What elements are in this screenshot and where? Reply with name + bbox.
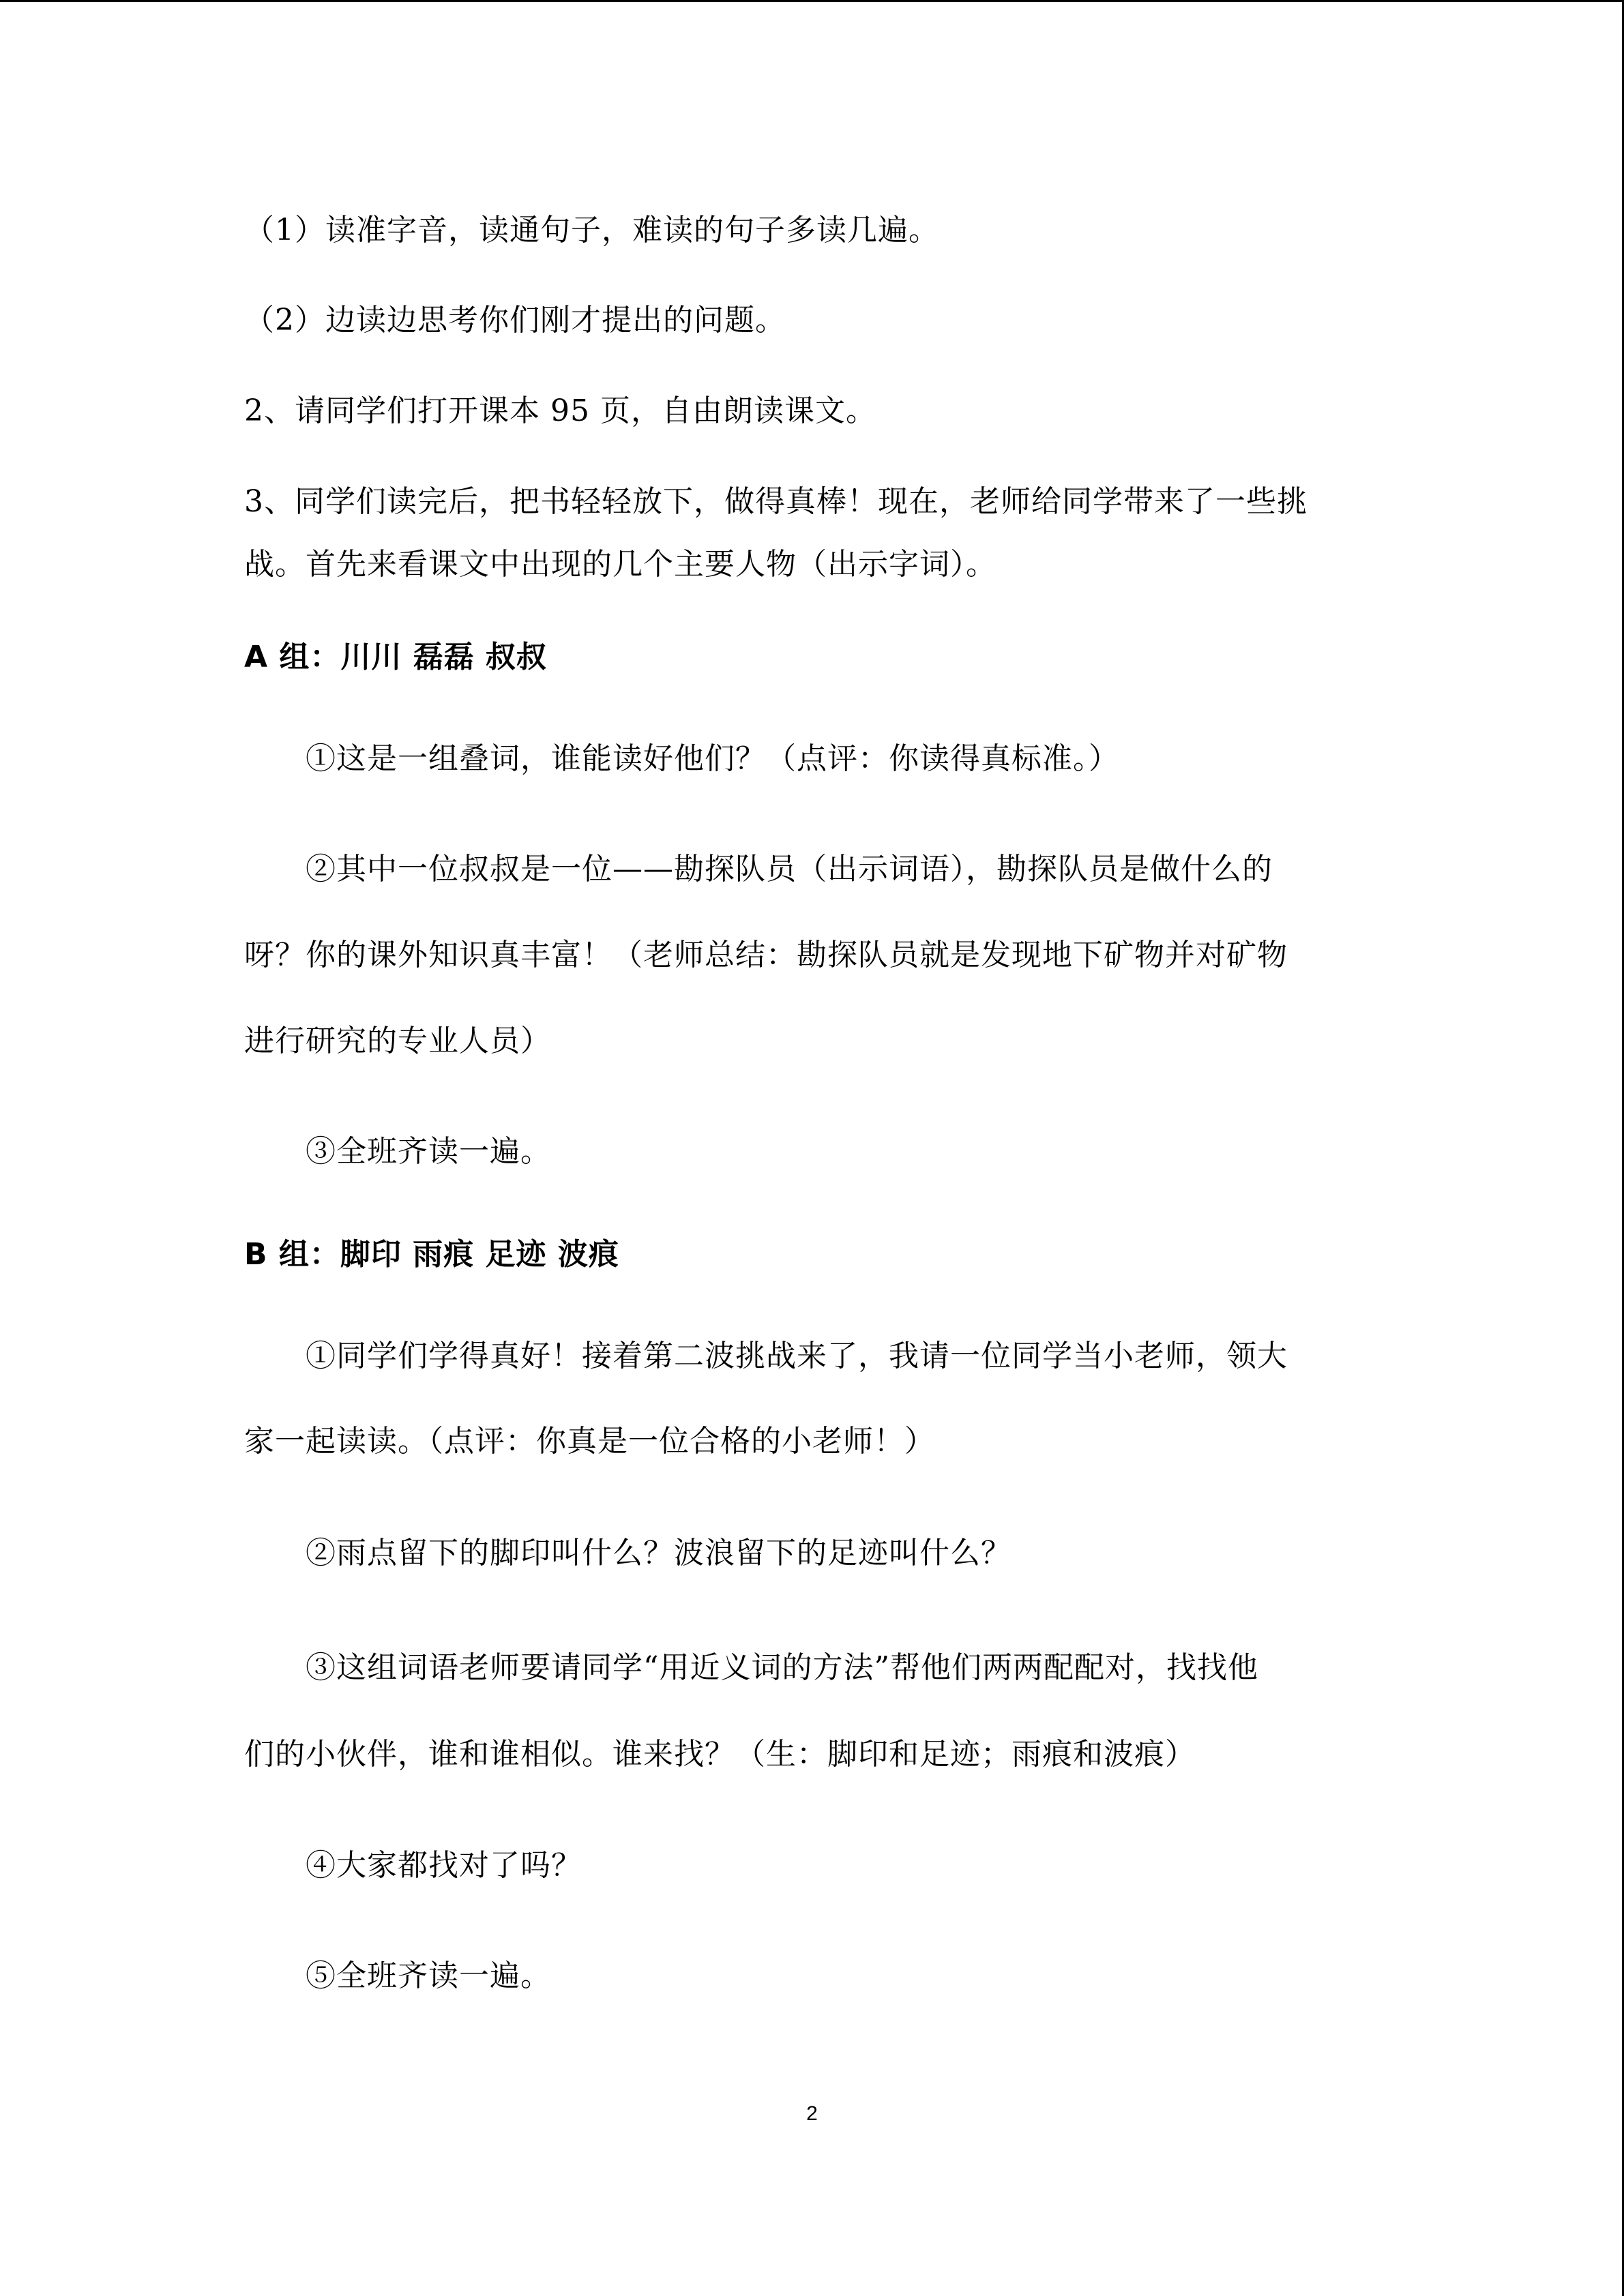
group-a-item-2-line-2: 呀？你的课外知识真丰富！（老师总结：勘探队员就是发现地下矿物并对矿物 (244, 938, 1288, 972)
instruction-open-textbook: 2、请同学们打开课本 95 页，自由朗读课文。 (244, 393, 876, 428)
group-a-item-2-line-3: 进行研究的专业人员） (244, 1024, 551, 1058)
group-a-item-1: ①这是一组叠词，谁能读好他们？（点评：你读得真标准。） (306, 741, 1119, 776)
group-b-item-4: ④大家都找对了吗？ (306, 1848, 582, 1883)
instruction-challenge-line-1: 3、同学们读完后，把书轻轻放下，做得真棒！现在，老师给同学带来了一些挑 (244, 484, 1308, 519)
group-b-heading: B 组：脚印 雨痕 足迹 波痕 (244, 1237, 619, 1272)
instruction-challenge-line-2: 战。首先来看课文中出现的几个主要人物（出示字词）。 (244, 547, 996, 582)
page-number: 2 (806, 2102, 818, 2125)
group-b-item-1-line-1: ①同学们学得真好！接着第二波挑战来了，我请一位同学当小老师，领大 (306, 1339, 1288, 1373)
group-b-item-3-line-1: ③这组词语老师要请同学“用近义词的方法”帮他们两两配配对，找找他 (306, 1650, 1258, 1685)
step-1-read-accurately: （1）读准字音，读通句子，难读的句子多读几遍。 (244, 213, 939, 248)
group-b-item-1-line-2: 家一起读读。（点评：你真是一位合格的小老师！） (244, 1424, 935, 1459)
page-border-top (0, 0, 1624, 2)
group-b-item-5: ⑤全班齐读一遍。 (306, 1958, 551, 1993)
group-b-item-3-line-2: 们的小伙伴，谁和谁相似。谁来找？（生：脚印和足迹；雨痕和波痕） (244, 1737, 1196, 1772)
step-2-think-questions: （2）边读边思考你们刚才提出的问题。 (244, 303, 786, 338)
group-a-heading: A 组：川川 磊磊 叔叔 (244, 640, 548, 674)
group-a-item-2-line-1: ②其中一位叔叔是一位——勘探队员（出示词语），勘探队员是做什么的 (306, 852, 1273, 886)
group-a-item-3: ③全班齐读一遍。 (306, 1134, 551, 1169)
group-b-item-2: ②雨点留下的脚印叫什么？波浪留下的足迹叫什么？ (306, 1536, 1012, 1570)
